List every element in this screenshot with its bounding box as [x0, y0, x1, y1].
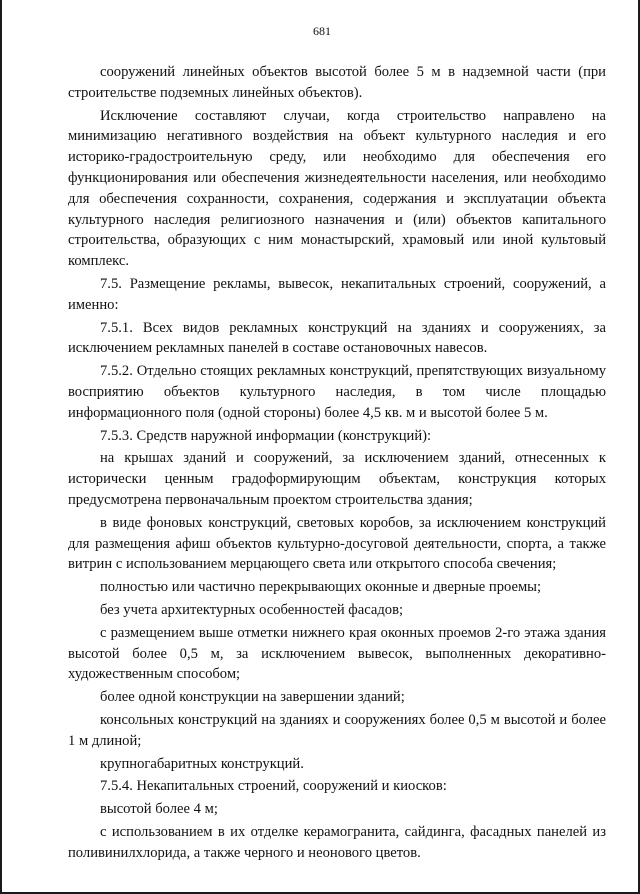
paragraph-7-5-1: 7.5.1. Всех видов рекламных конструкций на зданиях и сооружениях, за исключением рекламных панелей в составе остановочных навесов. [68, 319, 606, 357]
list-item-console-structures: консольных конструкций на зданиях и сооружениях более 0,5 м высотой и более 1 м длиной; [68, 711, 606, 749]
list-item-single-structure: более одной конструкции на завершении зданий; [100, 689, 405, 706]
paragraph-7-5-3: 7.5.3. Средств наружной информации (конструкций): [100, 427, 432, 444]
list-item-facade-features: без учета архитектурных особенностей фасадов; [100, 601, 404, 618]
paragraph-7-5-2: 7.5.2. Отдельно стоящих рекламных конструкций, препятствующих визуальному восприятию объектов культурного наследия, в том числе площадью информационного поля (одной стороны) более 4,5 кв. м и высотой более 5 м. [68, 363, 606, 421]
list-item-window-overlap: полностью или частично перекрывающих оконные и дверные проемы; [100, 579, 542, 596]
paragraph-7-5: 7.5. Размещение рекламы, вывесок, некапитальных строений, сооружений, а именно: [68, 275, 606, 313]
page-number: 681 [313, 24, 331, 38]
list-item-height-4m: высотой более 4 м; [100, 801, 218, 818]
list-item-finishing-materials: с использованием в их отделке керамогранита, сайдинга, фасадных панелей из поливинилхлорида, а также черного и неонового цветов. [68, 823, 606, 861]
list-item-height-placement: с размещением выше отметки нижнего края оконных проемов 2-го этажа здания высотой более 0,5 м, за исключением вывесок, выполненных декоративно-художественным способом; [68, 624, 606, 683]
paragraph-7-5-4: 7.5.4. Некапитальных строений, сооружений и киосков: [100, 778, 447, 795]
paragraph-continuation: сооружений линейных объектов высотой более 5 м в надземной части (при строительстве подземных линейных объектов). [68, 64, 606, 101]
list-item-background-structures: в виде фоновых конструкций, световых коробов, за исключением конструкций для размещения афиш объектов культурно-досуговой деятельности, спорта, а также витрин с использованием мерцающего света или открытого способа свечения; [68, 514, 606, 573]
list-item-roofs: на крышах зданий и сооружений, за исключением зданий, отнесенных к исторически ценным градоформирующим объектам, конструкция которых предусмотрена первоначальным проектом строительства здания; [68, 450, 606, 508]
paragraph-exception: Исключение составляют случаи, когда строительство направлено на минимизацию негативного воздействия на объект культурного наследия и его историко-градостроительную среду, или необходимо для обеспечения его функционирования или обеспечения жизнедеятельности населения, или необходимо для обеспечения сохранности, сохранения, содержания и эксплуатации объекта культурного наследия религиозного назначения и (или) объектов капитального строительства, образующих с ним монастырский, храмовый или иной культовый комплекс. [68, 107, 606, 270]
document-body [68, 62, 606, 864]
list-item-large-structures: крупногабаритных конструкций. [100, 755, 304, 772]
